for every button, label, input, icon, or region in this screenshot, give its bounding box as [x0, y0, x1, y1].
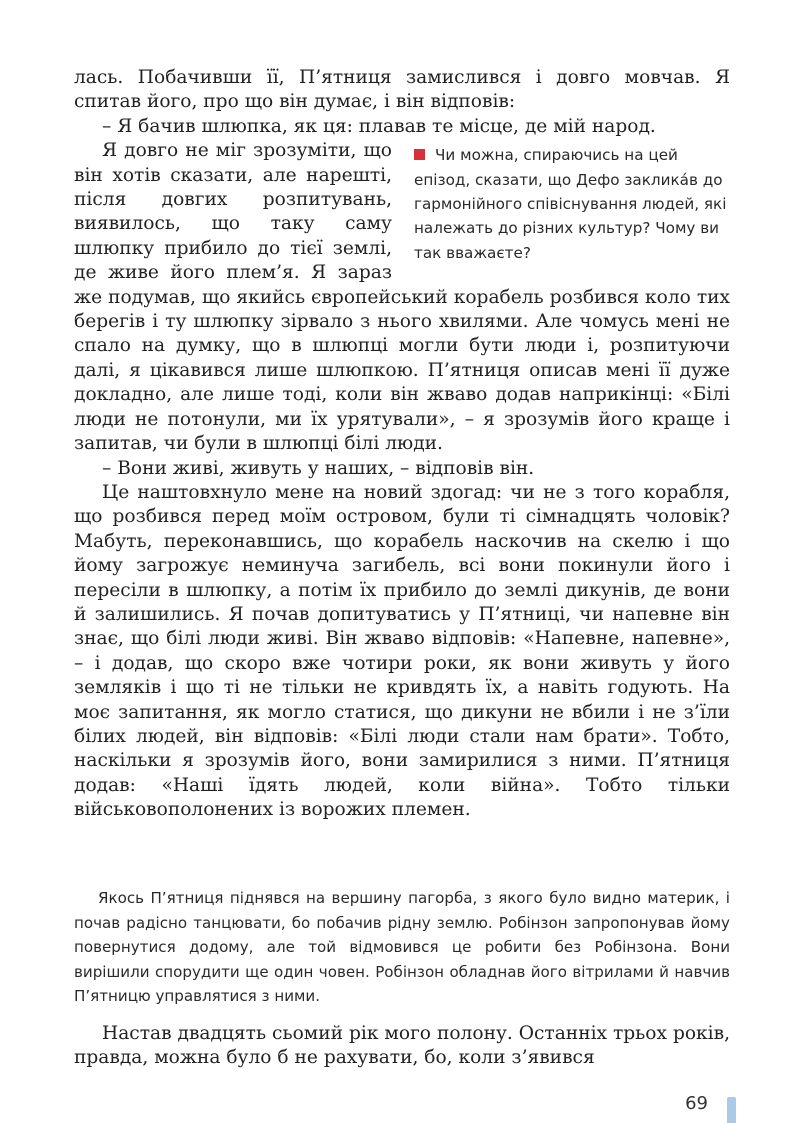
dialogue-line: – Вони живі, живуть у наших, – відповів він. [102, 457, 535, 479]
paragraph: Настав двадцять сьомий рік мого полону. Останніх трьох років, правда, можна було б не рахувати, бо, коли з’явився [74, 1023, 730, 1069]
red-square-icon [414, 149, 425, 160]
paragraph-text: Я довго не міг зрозуміти, що він хотів сказати, але нарешті, після довгих розпитувань, виявилось, що таку саму шлюпку прибило до тієї землі, де живе його плем’я. Я зараз же подумав, що якийсь європейський корабель розбився коло тих берегів і ту шлюпку зірвало з нього хвилями. Але чомусь мені не спало на думку, що в шлюпці могли бути люди і, розпитуючи далі, я цікавився лише шлюпкою. П’ятниця описав мені її дуже докладно, але лише тоді, коли він жваво додав наприкінці: «Білі люди не потонули, ми їх урятували», – я зрозумів його краще і запитав, чи були в шлюпці білі люди. [74, 140, 730, 455]
page-number: 69 [685, 1093, 708, 1114]
question-text: Чи можна, спираючись на цей епізод, сказати, що Дефо заклика́в до гармонійного співіснування людей, які належать до різних культур? Чому ви так вважаєте? [414, 146, 727, 262]
paragraph: Це наштовхнуло мене на новий здогад: чи не з того корабля, що розбився перед моїм островом, були ті сімнадцять чоловік? Мабуть, переконавшись, що корабель наскочив на скелю і що йому загрожує неминуча загибель, всі вони покинули його і пересіли в шлюпку, а потім їх прибило до землі дикунів, де вони й залишились. Я почав допитуватись у П’ятниці, чи напевне він знає, що білі люди живі. Він жваво відповів: «Напевне, напевне», – і додав, що скоро вже чотири роки, як вони живуть у його земляків і що ті не тільки не кривдять їх, а навіть годують. На моє запитання, як могло статися, що дикуни не вбили і не з’їли білих людей, він відповів: «Білі люди стали нам брати». Тобто, наскільки я зрозумів його, вони замирилися з ними. П’ятниця додав: «Наші їдять людей, коли війна». Тобто тільки військовополонених із ворожих племен. [74, 481, 730, 821]
paragraph: лась. Побачивши її, П’ятниця замислився і довго мовчав. Я спитав його, про що він думає, і він відповів: [74, 67, 730, 113]
main-text-block [74, 66, 730, 823]
question-box [414, 143, 730, 265]
dialogue-line: – Я бачив шлюпка, як ця: плавав те місце, де мій народ. [102, 115, 656, 137]
page-edge-marker [727, 1097, 736, 1123]
paragraph-with-question [74, 139, 730, 456]
summary-text: Якось П’ятниця піднявся на вершину пагорба, з якого було видно материк, і почав радісно танцювати, бо побачив рідну землю. Робінзон запропонував йому повернутися додому, але той відмовився це робити без Робінзона. Вони вирішили спорудити ще один човен. Робінзон обладнав його вітрилами й навчив П’ятницю управлятися з ними. [74, 889, 730, 1006]
